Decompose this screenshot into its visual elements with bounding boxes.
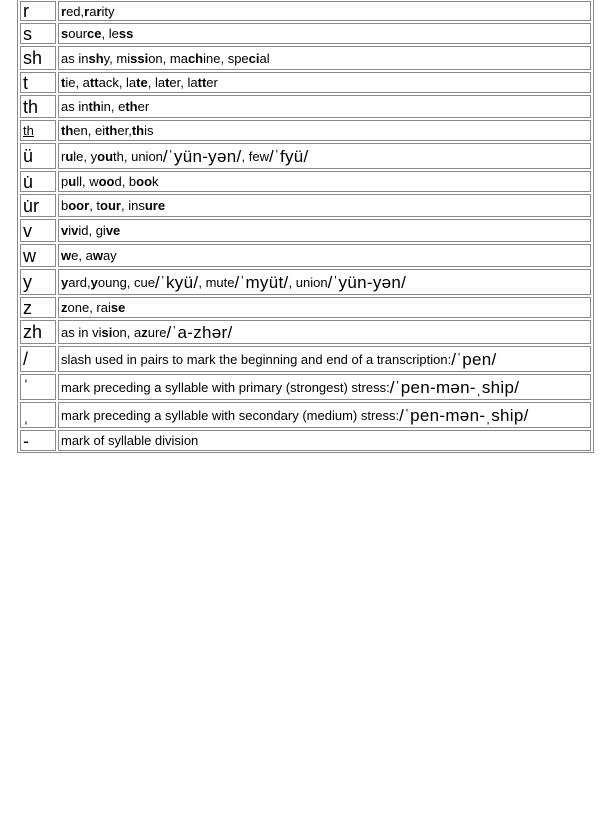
table-row <box>18 22 593 45</box>
description-text: mark of syllable division <box>61 433 199 448</box>
symbol-cell: ˌ <box>20 402 56 428</box>
description-text: as in vi <box>61 324 102 340</box>
description-text: ed, <box>66 3 85 19</box>
description-text: ie, a <box>65 75 90 90</box>
description-cell <box>58 120 591 141</box>
highlighted-letters: ci <box>248 50 260 66</box>
symbol-cell: th <box>20 95 56 118</box>
description-text: d, b <box>114 174 137 189</box>
description-cell <box>58 72 591 93</box>
description-text: our <box>68 26 88 41</box>
pronunciation-text: /ˈyün-yən/ <box>327 272 407 292</box>
highlighted-letters: r <box>84 3 90 19</box>
description-text: one, rai <box>67 300 111 315</box>
highlighted-letters: ve <box>105 223 121 238</box>
symbol-cell: - <box>20 430 56 451</box>
description-text: er, la <box>169 75 198 90</box>
table-row <box>18 243 593 268</box>
description-cell <box>58 320 591 344</box>
highlighted-letters: z <box>141 324 148 340</box>
highlighted-letters: th <box>131 123 145 138</box>
table-row <box>18 170 593 193</box>
symbol-cell: ˈ <box>20 374 56 400</box>
description-text: th, union <box>113 148 163 164</box>
description-text: le, y <box>73 148 98 164</box>
pronunciation-text: /ˈyün-yən/ <box>162 146 242 166</box>
table-row <box>18 296 593 319</box>
symbol-cell: ü <box>20 143 56 169</box>
symbol-cell: sh <box>20 46 56 70</box>
table-row <box>18 429 593 452</box>
table-row <box>18 345 593 373</box>
highlighted-letters: r <box>61 3 67 19</box>
description-text: er <box>137 99 150 114</box>
pronunciation-key-table <box>17 0 594 453</box>
description-text: b <box>61 198 69 213</box>
highlighted-letters: th <box>125 99 138 114</box>
highlighted-letters: ssi <box>130 50 149 66</box>
symbol-cell: v <box>20 219 56 242</box>
pronunciation-text: /ˈmyüt/ <box>234 272 289 292</box>
highlighted-letters: th <box>105 123 118 138</box>
description-text: , le <box>101 26 119 41</box>
table-row <box>18 119 593 142</box>
description-text: , mute <box>198 274 235 290</box>
table-row <box>18 94 593 119</box>
highlighted-letters: v <box>71 223 79 238</box>
highlighted-letters: v <box>61 223 69 238</box>
description-text: en, ei <box>73 123 106 138</box>
description-cell <box>58 269 591 295</box>
highlighted-letters: ch <box>187 50 204 66</box>
description-text: mark preceding a syllable with secondary (medium) stress: <box>61 407 400 423</box>
highlighted-letters: th <box>88 99 101 114</box>
highlighted-letters: oor <box>68 198 90 213</box>
description-text: ack, la <box>98 75 137 90</box>
symbol-cell: th <box>20 120 56 141</box>
description-text: , union <box>288 274 328 290</box>
highlighted-letters: t <box>61 75 66 90</box>
highlighted-letters: oo <box>136 174 153 189</box>
highlighted-letters: s <box>61 26 69 41</box>
highlighted-letters: te <box>136 75 148 90</box>
description-text: ll, w <box>76 174 99 189</box>
table-row <box>18 71 593 94</box>
table-row <box>18 193 593 218</box>
description-text: al <box>259 50 270 66</box>
pronunciation-text: /ˈpen-mən-ˌship/ <box>399 405 529 425</box>
highlighted-letters: y <box>61 274 69 290</box>
highlighted-letters: y <box>90 274 98 290</box>
highlighted-letters: t <box>165 75 170 90</box>
highlighted-letters: ss <box>118 26 134 41</box>
description-cell <box>58 194 591 217</box>
description-text: y, mi <box>103 50 131 66</box>
description-text: id, gi <box>78 223 106 238</box>
description-cell <box>58 219 591 242</box>
highlighted-letters: ou <box>97 148 114 164</box>
description-text: ay <box>102 248 117 263</box>
highlighted-letters: u <box>65 148 74 164</box>
description-cell <box>58 46 591 70</box>
symbol-cell: u̇ <box>20 171 56 192</box>
description-text: ure <box>147 324 167 340</box>
description-text: a <box>89 3 97 19</box>
symbol-cell: u̇r <box>20 194 56 217</box>
table-row <box>18 268 593 296</box>
description-text: on, ma <box>148 50 188 66</box>
description-text: as in <box>61 50 89 66</box>
highlighted-letters: z <box>61 300 68 315</box>
description-cell <box>58 1 591 21</box>
highlighted-letters: se <box>110 300 126 315</box>
highlighted-letters: tt <box>197 75 207 90</box>
description-text: on, a <box>112 324 142 340</box>
description-cell <box>58 346 591 372</box>
description-text: , ins <box>120 198 145 213</box>
description-text: ard, <box>68 274 91 290</box>
table-row <box>18 0 593 22</box>
symbol-cell: s <box>20 23 56 44</box>
description-cell <box>58 143 591 169</box>
description-text: k <box>152 174 159 189</box>
description-text: mark preceding a syllable with primary (strongest) stress: <box>61 379 390 395</box>
description-text: as in <box>61 99 89 114</box>
table-row <box>18 142 593 170</box>
highlighted-letters: sh <box>88 50 104 66</box>
description-text: er <box>206 75 218 90</box>
highlighted-letters: si <box>101 324 113 340</box>
description-cell <box>58 374 591 400</box>
table-row <box>18 373 593 401</box>
description-text: , la <box>147 75 166 90</box>
table-row <box>18 319 593 345</box>
symbol-cell: t <box>20 72 56 93</box>
symbol-cell: r <box>20 1 56 21</box>
description-cell <box>58 244 591 267</box>
highlighted-letters: oo <box>98 174 115 189</box>
table-row <box>18 401 593 429</box>
description-text: er, <box>117 123 132 138</box>
pronunciation-text: /ˈpen/ <box>451 349 497 369</box>
highlighted-letters: w <box>61 248 72 263</box>
description-text: , few <box>241 148 269 164</box>
description-cell <box>58 430 591 451</box>
symbol-cell: z <box>20 297 56 318</box>
symbol-cell: / <box>20 346 56 372</box>
highlighted-letters: u <box>68 174 77 189</box>
description-cell <box>58 23 591 44</box>
description-cell <box>58 402 591 428</box>
pronunciation-text: /ˈfyü/ <box>268 146 309 166</box>
description-text: e, a <box>71 248 93 263</box>
description-text: r <box>61 148 66 164</box>
symbol-cell: zh <box>20 320 56 344</box>
pronunciation-text: /ˈa-zhər/ <box>166 322 233 342</box>
highlighted-letters: tt <box>89 75 99 90</box>
description-text: , t <box>89 198 101 213</box>
highlighted-letters: w <box>92 248 103 263</box>
symbol-cell: w <box>20 244 56 267</box>
description-cell <box>58 171 591 192</box>
highlighted-letters: ce <box>87 26 102 41</box>
pronunciation-text: /ˈpen-mən-ˌship/ <box>389 377 520 397</box>
description-text: is <box>144 123 154 138</box>
pronunciation-text: /ˈkyü/ <box>154 272 199 292</box>
description-text: in, e <box>100 99 126 114</box>
description-text: ity <box>101 3 115 19</box>
highlighted-letters: r <box>96 3 102 19</box>
description-text: slash used in pairs to mark the beginning and end of a transcription: <box>61 351 452 367</box>
table-row <box>18 218 593 243</box>
table-row <box>18 45 593 71</box>
highlighted-letters: our <box>100 198 121 213</box>
description-cell <box>58 95 591 118</box>
highlighted-letters: ure <box>144 198 166 213</box>
symbol-cell: y <box>20 269 56 295</box>
description-text: ine, spe <box>203 50 249 66</box>
highlighted-letters: th <box>61 123 74 138</box>
description-text: p <box>61 174 69 189</box>
description-text: oung, cue <box>97 274 155 290</box>
description-text: i <box>68 223 72 238</box>
description-cell <box>58 297 591 318</box>
